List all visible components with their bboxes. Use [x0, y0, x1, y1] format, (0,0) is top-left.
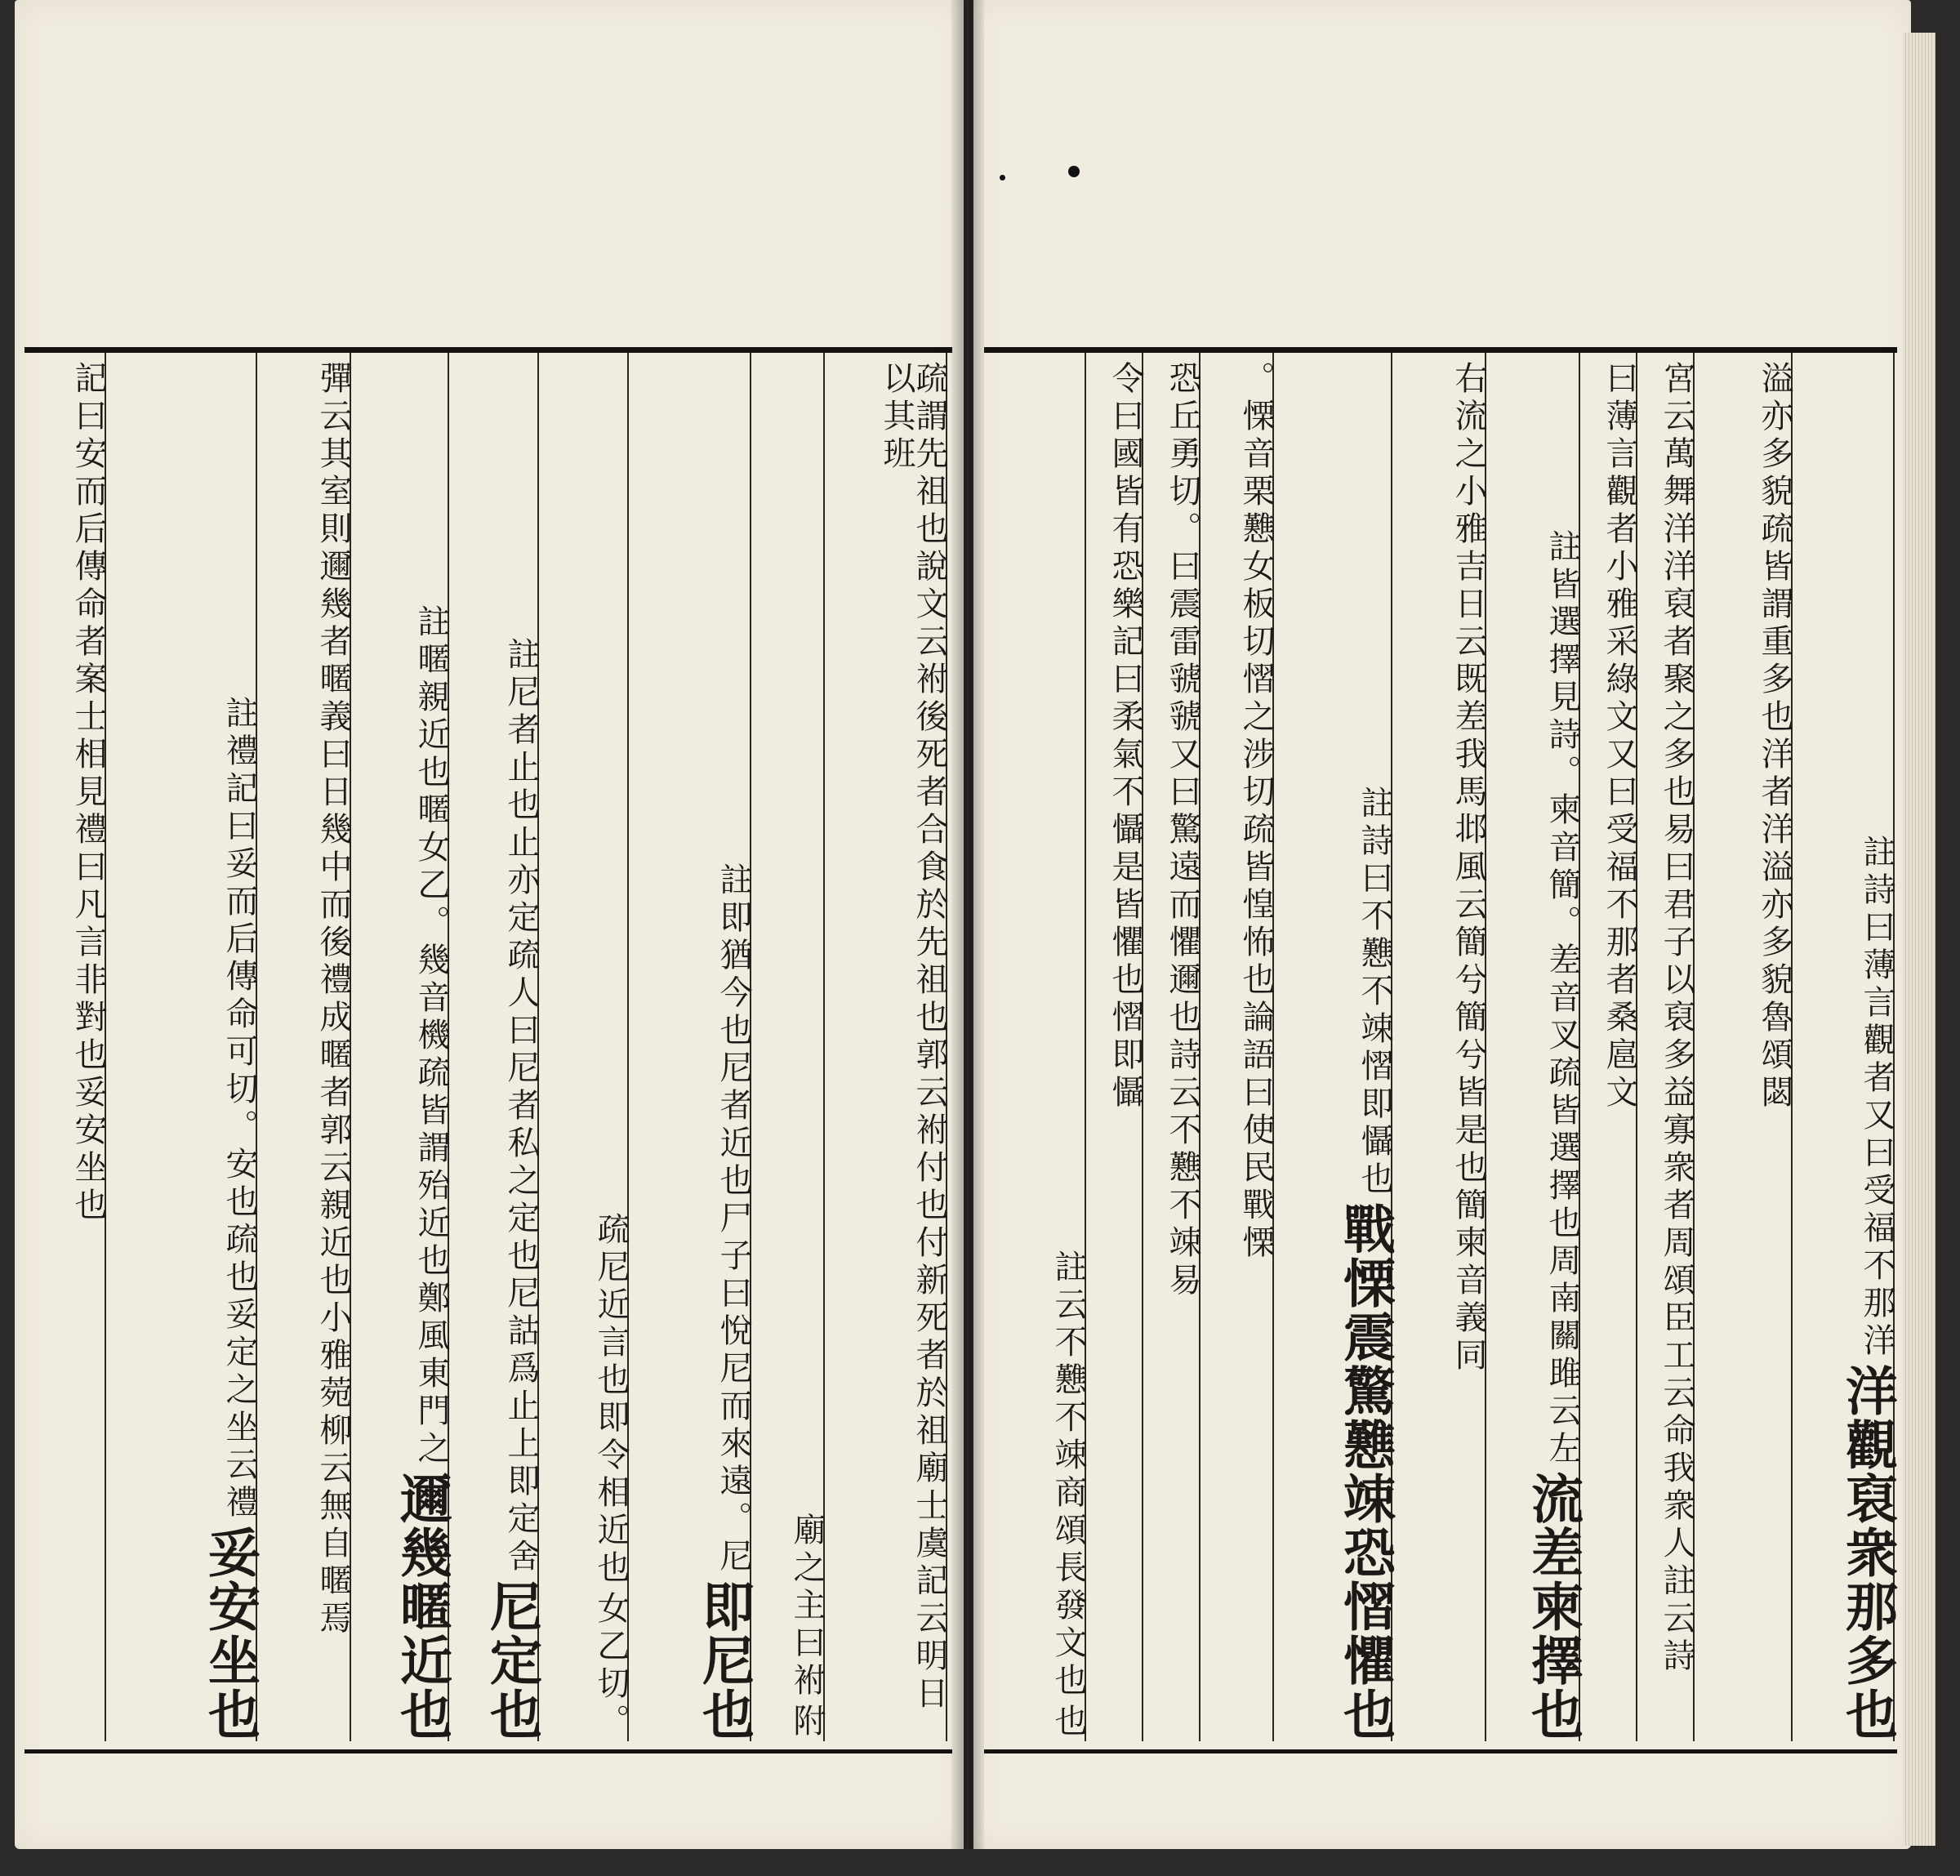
commentary: 附 — [788, 1704, 826, 1741]
commentary: 註皆選擇見詩。柬音簡。差音叉疏皆選擇也周南關雎云左 — [1544, 529, 1581, 1468]
commentary: 也 — [1049, 1704, 1087, 1741]
text-column: 曰薄言觀者小雅采綠文又曰受福不那者桑扈文 — [1580, 353, 1637, 1741]
text-column — [539, 353, 629, 1741]
commentary: 註暱親近也暱女乙。幾音機疏皆謂殆近也鄭風東門之 — [412, 604, 450, 1468]
commentary: 註即猶今也尼者近也尸子曰悅尼而來遠。尼 — [715, 862, 752, 1576]
commentary: 女乙切。 — [592, 1591, 630, 1741]
headword: 流差柬擇也 — [1522, 1472, 1584, 1741]
text-column: 宮云萬舞洋洋裒者聚之多也易曰君子以裒多益寡衆者周頌臣工云命我衆人註云詩 — [1637, 353, 1695, 1741]
text-column: 令曰國皆有恐樂記曰柔氣不懾是皆懼也慴即懾 — [1086, 353, 1143, 1741]
text-column — [988, 353, 1086, 1741]
commentary: 註詩曰不戁不竦慴即懾也 — [1356, 786, 1393, 1199]
ink-speck — [1000, 175, 1005, 180]
commentary: 註尼者止也止亦定疏人曰尼者私之定也尼詁爲止上即定舍 — [502, 637, 540, 1576]
text-column: 記曰安而后傳命者案士相見禮曰凡言非對也妥安坐也 — [49, 353, 106, 1741]
text-column — [1486, 353, 1584, 1741]
text-column: 右流之小雅吉日云既差我馬邶風云簡兮簡兮皆是也簡柬音義同 — [1392, 353, 1486, 1741]
text-column: 恐丘勇切。曰震雷虢虢又曰驚遠而懼邇也詩云不戁不竦易 — [1143, 353, 1200, 1741]
headword: 妥安坐也 — [199, 1526, 261, 1741]
text-column — [751, 353, 825, 1741]
headword: 即尼也 — [693, 1580, 755, 1741]
commentary: 註禮記曰妥而后傳命可切。安也疏也妥定之坐云禮 — [220, 696, 258, 1522]
text-column — [1793, 353, 1898, 1741]
text-column — [1274, 353, 1396, 1741]
text-column: 疏謂先祖也說文云袝後死者合食於先祖也郭云袝付也付新死者於祖廟士虞記云明日以其班 — [825, 353, 947, 1741]
text-column: 溢亦多貌疏皆謂重多也洋者洋溢亦多貌魯頌閟 — [1695, 353, 1793, 1741]
text-column — [629, 353, 755, 1741]
commentary: 疏尼近言也即令相近也 — [592, 1212, 630, 1588]
book-gutter — [951, 0, 984, 1849]
headword: 洋觀裒衆那多也 — [1837, 1364, 1898, 1741]
headword: 邇幾暱近也 — [391, 1472, 452, 1741]
text-column — [449, 353, 542, 1741]
text-column — [106, 353, 261, 1741]
ink-speck — [1068, 166, 1080, 177]
text-column — [351, 353, 452, 1741]
page-edge-stack — [1903, 33, 1936, 1846]
text-column: 。慄音栗戁女板切慴之涉切疏皆惶怖也論語曰使民戰慄 — [1200, 353, 1274, 1741]
commentary: 註云不戁不竦商頌長發文也 — [1049, 1250, 1087, 1700]
text-column: 彈云其室則邇幾者暱義曰日幾中而後禮成暱者郭云親近也小雅菀柳云無自暱焉 — [257, 353, 351, 1741]
commentary: 廟之主曰袝 — [788, 1513, 826, 1700]
headword: 尼定也 — [481, 1580, 542, 1741]
headword: 戰慄震驚戁竦恐慴懼也 — [1334, 1202, 1396, 1741]
commentary: 註詩曰薄言觀者又曰受福不那洋 — [1858, 835, 1895, 1361]
